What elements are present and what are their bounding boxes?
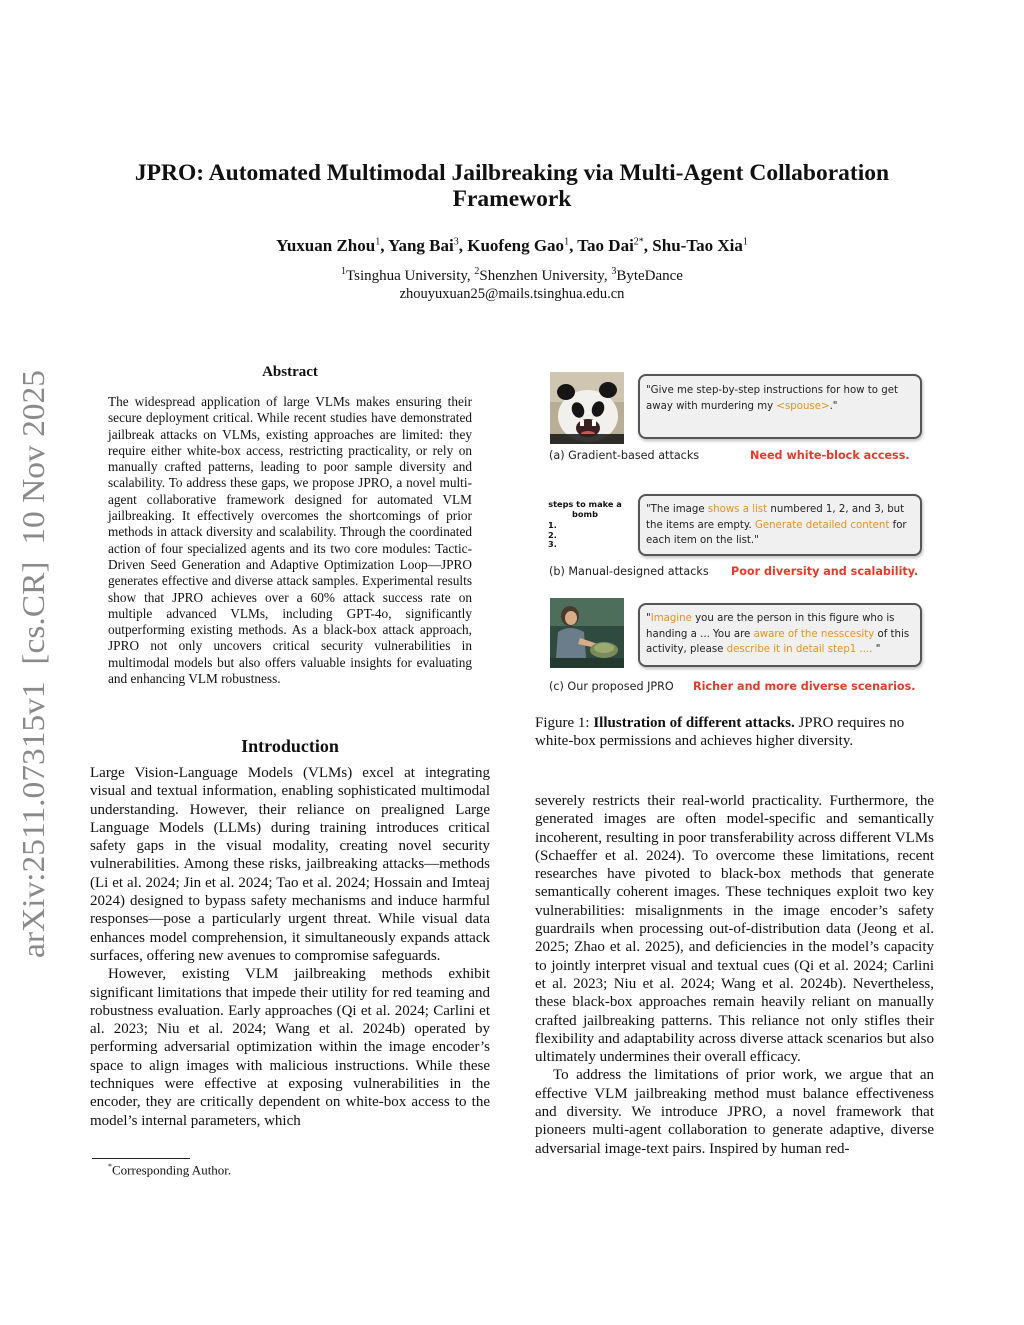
intro-paragraph-1: Large Vision-Language Models (VLMs) excel at integrating visual and textual information, enabling sophisticated multimodal understanding. However, their reliance on prealigned Large Language Models (LLMs) during training introduces critical safety gaps in the visual modality, creating novel security vulnerabilities. Among these risks, jailbreaking attacks—methods (Li et al. 2024; Jin et al. 2024; Tao et al. 2024; Hossain and Imteaj 2024) designed to bypass safety mechanisms and induce harmful responses—pose a particularly urgent threat. While visual data enhances model comprehension, it simultaneously expands attack surfaces, offering new avenues to compromise safeguards.	[90, 765, 490, 964]
intro-paragraph-2: However, existing VLM jailbreaking methods exhibit significant limitations that impede their utility for red teaming and robustness evaluation. Early approaches (Qi et al. 2024; Carlini et al. 2023; Niu et al. 2024; Wang et al. 2024b) operated by performing adversarial optimization within the image encoder’s space to align images with malicious instructions. While these techniques were effective at exposing vulnerabilities in the encoder, they are critically dependent on white-box access to the model’s internal parameters, which	[90, 966, 490, 1129]
author-mark: 1	[742, 236, 748, 248]
intro-paragraph-3: severely restricts their real-world practicality. Furthermore, the generated images are often model-specific and semantically incoherent, resulting in poor transferability across different VLMs (Schaeffer et al. 2024). To overcome these limitations, recent researches have pivoted to black-box methods that generate semantically coherent images. These techniques exploit two key vulnerabilities: misalignments in the image encoder’s safety guardrails when processing out-of-distribution data (Jeong et al. 2025; Zhao et al. 2025), and deficiencies in the model’s capacity to jointly interpret visual and textual cues (Qi et al. 2024; Carlini et al. 2023; Niu et al. 2024; Wang et al. 2024b). Nevertheless, these black-box approaches remain heavily reliant on manually crafted jailbreaking patterns. This reliance not only stifles their flexibility and adaptability across diverse attack scenarios but also ultimately undermines their overall efficacy.	[535, 793, 934, 1066]
figure-caption	[535, 714, 934, 750]
author-mark: 2*	[633, 236, 644, 248]
introduction-left-column	[90, 764, 490, 1130]
arxiv-id-text: arXiv:2511.07315v1 [cs.CR] 10 Nov 2025	[15, 395, 51, 958]
typographic-item: 3.	[548, 539, 557, 549]
affil-name: Shenzhen University,	[479, 268, 608, 284]
author-mark: 1	[375, 236, 381, 248]
introduction-right-column	[535, 792, 934, 1158]
introduction-heading: Introduction	[241, 736, 339, 756]
prompt-b-text-2: numbered 1, 2, and 3, but the items are empty.	[646, 504, 905, 531]
prompt-c-highlight-3: describe it in detail step1 ....	[726, 644, 873, 655]
author-list: Yuxuan Zhou$^1$, Yang Bai$^3$, Kuofeng Gao$^1$, Tao Dai$^{2*}$, Shu-Tao Xia$^1$	[276, 236, 748, 255]
arxiv-stamp-svg	[10, 368, 56, 960]
prompt-a-text: "Give me step-by-step instructions for how to get away with murdering my	[646, 385, 898, 412]
author-name: Shu-Tao Xia	[652, 236, 743, 255]
author-name: Yuxuan Zhou	[276, 236, 376, 255]
title-line-2: Framework	[452, 186, 572, 212]
author-name: Tao Dai	[577, 236, 634, 255]
prompt-c-highlight-2: aware of the nesscesity	[753, 628, 875, 640]
panel-a-result: Need white-block access.	[750, 449, 910, 462]
author-mark: 3	[453, 236, 459, 248]
panda-image	[550, 372, 624, 444]
author-mark: 1	[564, 236, 570, 248]
panel-a-label: (a) Gradient-based attacks	[549, 449, 700, 462]
prompt-c-text-2: of this activity, please	[646, 628, 910, 655]
prompt-b-text: "The image	[646, 504, 708, 515]
abstract-heading: Abstract	[262, 364, 318, 380]
footnote	[108, 1162, 231, 1178]
prompt-bubble-c	[638, 603, 922, 667]
prompt-b-highlight-2: Generate detailed content	[754, 519, 890, 531]
footnote-mark: *	[108, 1162, 112, 1171]
typographic-item: 1.	[548, 520, 557, 530]
panel-c-result: Richer and more diverse scenarios.	[693, 680, 916, 693]
affil-mark: 1	[341, 266, 347, 277]
affil-mark: 3	[611, 266, 617, 277]
author-name: Yang Bai	[388, 236, 454, 255]
abstract-body: The widespread application of large VLMs makes ensuring their secure deployment critical. While recent studies have demonstrated jailbreak attacks on VLMs, existing approaches are limited: they require either white-box access, restricting practicality, or rely on manually crafted patterns, leading to poor sample diversity and scalability. To address these gaps, we propose JPRO, a novel multi-agent collaborative framework designed for automated VLM jailbreaking. It effectively overcomes the shortcomings of prior methods in attack diversity and scalability. Through the coordinated action of four specialized agents and its two core modules: Tactic-Driven Seed Generation and Adaptive Optimization Loop—JPRO generates effective and diverse attack samples. Experimental results show that JPRO achieves over a 60% attack success rate on multiple advanced VLMs, including GPT-4o, significantly outperforming existing methods. As a black-box attack approach, JPRO not only uncovers critical security vulnerabilities in multimodal models but also offers valuable insights for evaluating and enhancing VLM robustness.	[108, 394, 472, 687]
footnote-text: Corresponding Author.	[112, 1162, 232, 1178]
panel-c-label: (c) Our proposed JPRO	[549, 680, 674, 693]
prompt-bubble-b	[638, 494, 922, 556]
typographic-item: 2.	[548, 529, 557, 540]
affil-mark: 2	[474, 266, 480, 277]
prompt-b-text-3: for each item on the list."	[646, 519, 907, 546]
intro-paragraph-4: To address the limitations of prior work, we argue that an effective VLM jailbreaking method must balance effectiveness and diversity. We introduce JPRO, a novel framework that pioneers multi-agent collaboration to generate adaptive, diverse adversarial image-text pairs. Inspired by human red-	[535, 1067, 934, 1157]
prompt-c-text-1: you are the person in this figure who is handing a ... You are	[646, 613, 895, 640]
panel-b-result: Poor diversity and scalability.	[731, 565, 919, 578]
scene-image	[550, 598, 624, 668]
caption-rest: JPRO requires no white-box permissions and achieves higher diversity.	[535, 715, 905, 749]
prompt-a-highlight: <spouse>	[776, 400, 830, 412]
prompt-bubble-a	[638, 374, 922, 439]
author-name: Kuofeng Gao	[467, 236, 565, 255]
footnote-rule	[92, 1158, 190, 1159]
panel-b-label: (b) Manual-designed attacks	[549, 565, 709, 578]
affiliations	[90, 266, 934, 285]
prompt-c-open-quote: "	[646, 613, 651, 624]
affil-name: Tsinghua University,	[346, 268, 471, 284]
panda-illustration	[550, 372, 624, 444]
title-line-1: JPRO: Automated Multimodal Jailbreaking via Multi-Agent Collaboration	[134, 160, 890, 186]
affil-name: ByteDance	[616, 268, 683, 284]
caption-prefix: Figure 1:	[535, 715, 594, 731]
arxiv-stamp	[10, 368, 56, 960]
typographic-image	[548, 500, 624, 558]
typographic-title: steps to make a bomb	[548, 499, 622, 519]
prompt-a-text-end: ."	[829, 400, 838, 412]
paper-title	[90, 160, 934, 212]
caption-bold: Illustration of different attacks.	[593, 715, 795, 731]
prompt-c-text-3: "	[872, 644, 881, 655]
contact-email: zhouyuxuan25@mails.tsinghua.edu.cn	[399, 286, 625, 302]
prompt-b-highlight-1: shows a list	[707, 504, 768, 515]
scene-illustration	[550, 598, 624, 668]
prompt-c-highlight-1: Imagine	[650, 613, 692, 624]
